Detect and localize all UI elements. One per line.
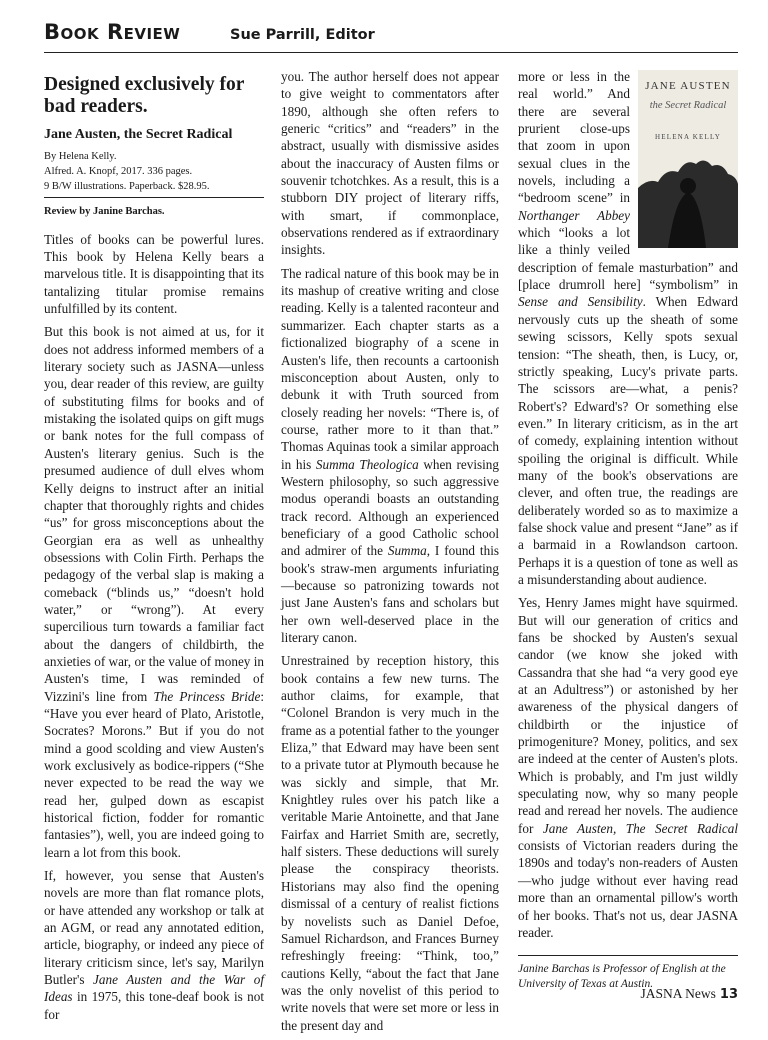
book-author: By Helena Kelly. bbox=[44, 151, 117, 163]
bio-divider bbox=[518, 955, 738, 956]
book-cover-image bbox=[638, 70, 738, 248]
paragraph: Titles of books can be powerful lures. This book by Helena Kelly bears a marvelous title. It is disappointing that its tantalizing titular promise remains unfulfilled by its content. bbox=[44, 231, 264, 317]
paragraph: Unrestrained by reception history, this book contains a few new turns. The author claims, for example, that “Colonel Brandon is very much in the frame as a potential father to the younger Eliza,” that Edward may have been sent to a private tutor at Plymouth because he was sickly and simple, that Mr. Knightley rules over his patch like a veritable Marie Antoinette, and that Jane Fairfax and Harriet Smith are, secretly, half sisters. These deductions will surely please the conspiracy theorists. Historians may also find the opening dismissal of a century of realist fictions by novelists such as Daniel Defoe, Samuel Richardson, and Frances Burney refreshingly freeing: “Think, too,” cautions Kelly, “about the fact that Jane was the only novelist of this period to write novels that were set more or less in the present day and bbox=[281, 653, 499, 1033]
book-publisher: Alfred. A. Knopf, 2017. 336 pages. bbox=[44, 166, 193, 178]
book-title: Jane Austen, the Secret Radical bbox=[44, 127, 233, 142]
column-1 bbox=[44, 68, 264, 1029]
page-number: 13 bbox=[719, 987, 738, 1002]
cover-subtitle: the Secret Radical bbox=[649, 100, 727, 112]
reviewer-bio: Janine Barchas is Professor of English at the University of Texas at Austin. bbox=[518, 963, 726, 991]
paragraph: you. The author herself does not appear to give weight to commentators after 1890, although she often refers to generic “critics” and “readers” in the abstract, usually with dismissive asides about the inaccuracy of Austen films or souvenir tchotchkes. As a result, this is a stubborn DIY project of literary riffs, with smart, if commonplace, observations rendered as if extraordinary insights. bbox=[281, 69, 499, 258]
paragraph: more or less in the real world.” And there are several prurient close-ups that zoom in upon sexual clues in the novels, including a “bedroom scene” in Northanger Abbey which “looks a lot like a thinly veiled description of female masturbation” and [place drumroll here] “symbolism” in Sense and Sensibility. When Edward nervously cuts up the sheath of some sewing scissors, Kelly spots sexual tension: “The sheath, then, is Lucy, or, strictly speaking, Lucy's private parts. The scissors are—what, a penis? Robert's? Edward's? Or something else even.” In literary criticism, as in the art of comedy, explaining intention without spoiling the original is difficult. While many of the book's observations are clever, and often true, the readings are deliberately worded so as to maximize a false shock value and present “Jane” as if a barmaid in a Rowlandson cartoon. Perhaps it is a question of tone as well as a misunderstanding about audience. bbox=[518, 69, 738, 587]
page-header bbox=[44, 20, 738, 53]
cover-author-top: JANE AUSTEN bbox=[645, 80, 731, 92]
column-2 bbox=[281, 68, 499, 1040]
paragraph: But this book is not aimed at us, for it does not address informed members of a literary society such as JASNA—unless you, dear reader of this review, are guilty of substituting films for books and of mistaking the isolated quips on gift mugs or bank notes for the full compass of Austen's literary genius. Such is the presumed audience of dull elves whom Kelly deigns to instruct after an initial chapter that thoroughly rights and chides “us” for gross misconceptions about the Georgian era as well as unhealthy obsessions with Colin Firth. Perhaps the pedagogy of the verbal slap is making a comeback (“blinds us,” “doesn't hold water,” or “wrong”). At every supercilious turn towards a familiar fact about the dangers of childbirth, the anxieties of war, or the value of money in Austen's time, I was reminded of Vizzini's line from The Princess Bride: “Have you ever heard of Plato, Aristotle, Socrates? Morons.” But if you do not mind a good scolding and view Austen's work exclusively as bodice-rippers (“She never expected to be read the way we read her, gulped down as escapist historical fiction, fodder for romantic fantasies”), well, you are indeed going to learn a lot from this book. bbox=[44, 324, 264, 860]
review-title: Designed exclusively for bad readers. bbox=[44, 74, 245, 117]
paragraph: If, however, you sense that Austen's novels are more than flat romance plots, or have attended any workshop or talk at an AGM, or read any annotated edition, article, biography, or indeed any piece of literary criticism since, let's say, Marilyn Butler's Jane Austen and the War of Ideas in 1975, this tone-deaf book is not for bbox=[44, 868, 264, 1022]
column-3 bbox=[518, 68, 738, 992]
page-footer bbox=[641, 986, 738, 1002]
paragraph: Yes, Henry James might have squirmed. But will our generation of critics and fans be shocked by Austen's sexual candor (we know she joked with Cassandra that she had “a very good eye at an Adultress”) or astonished by her awareness of the physical dangers of childbirth or the injustice of primogeniture? Money, politics, and sex are indeed at the center of Austen's plots. Which is probably, and I'm just wildly speculating now, why so many people read and reread her novels. The audience for Jane Austen, The Secret Radical consists of Victorian readers during the 1890s and today's non-readers of Austen—who judge without ever having read more than an ornamental pillow's worth of her books. That's not us, dear JASNA reader. bbox=[518, 595, 738, 940]
paragraph: The radical nature of this book may be in its mashup of creative writing and close reading. Kelly is a talented raconteur and summarizer. Each chapter starts as a fictionalized biography of a scene in Austen's life, then recounts a cartoonish misconception about Austen, only to debunk it with Truth sourced from closely reading her novels: “There is, of course, rather more to it than that.” Thomas Aquinas took a similar approach in his Summa Theologica when revising Western philosophy, so such aggressive modus operandi boasts an outstanding track record. Although an experienced beneficiary of a good Catholic school and admirer of the Summa, I found this book's straw-men arguments infuriating—because so patronizing towards not just Jane Austen's fans and scholars but her own well-deserved place in the literary canon. bbox=[281, 265, 499, 645]
meta-divider bbox=[44, 197, 264, 198]
publication-name: JASNA News bbox=[640, 986, 716, 1001]
cover-silhouette-icon bbox=[638, 128, 738, 248]
reviewer-byline: Review by Janine Barchas. bbox=[44, 206, 165, 218]
editor-name: Sue Parrill, Editor bbox=[230, 27, 375, 43]
section-title: Book Review bbox=[44, 20, 181, 44]
book-details: 9 B/W illustrations. Paperback. $28.95. bbox=[44, 181, 210, 193]
cover-author: HELENA KELLY bbox=[655, 132, 721, 141]
